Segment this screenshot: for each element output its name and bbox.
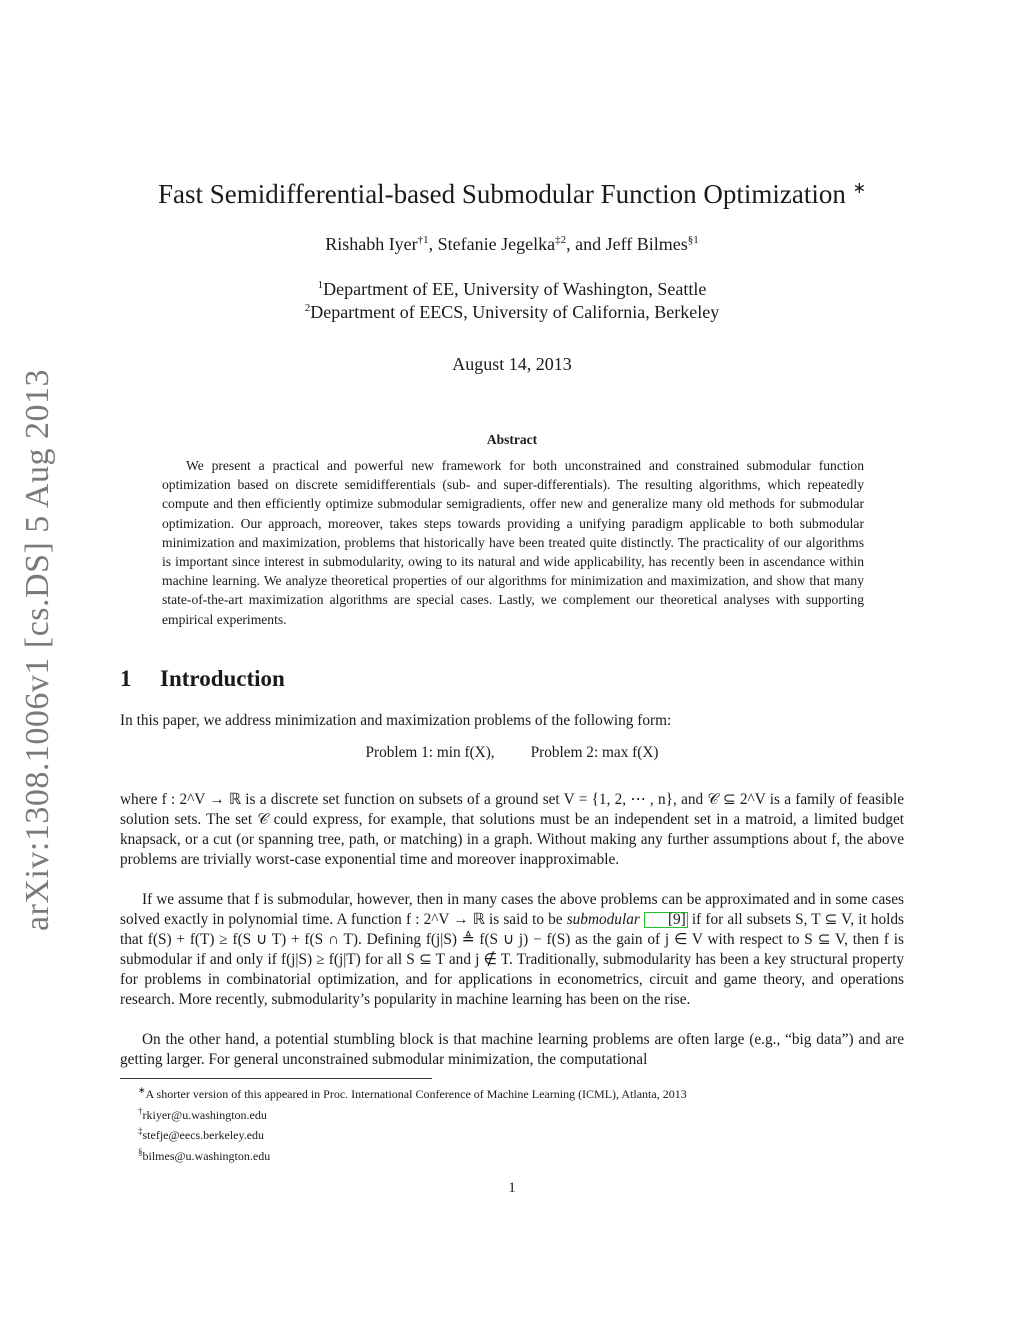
affiliation-2-mark: 2 [304,302,311,314]
citation-link[interactable]: [9] [644,912,688,928]
submodular-emphasis: submodular [566,911,640,928]
affiliation-1-text: Department of EE, University of Washington, Seattle [323,279,707,299]
footnotes [138,1082,687,1164]
author-list [0,234,1024,255]
footnote-1-mark: ∗ [138,1085,146,1095]
author-1: Rishabh Iyer [325,234,418,254]
section-number: 1 [120,666,132,691]
affiliation-2-text: Department of EECS, University of California, Berkeley [310,302,720,322]
page-number: 1 [508,1180,516,1196]
problem-2: Problem 2: max f(X) [530,744,659,761]
paper-date: August 14, 2013 [452,354,572,374]
author-3-mark: §1 [687,234,699,246]
title-text: Fast Semidifferential-based Submodular Function Optimization [157,179,846,209]
intro-paragraph-1: In this paper, we address minimization and maximization problems of the following form: [120,712,672,729]
footnote-2 [138,1103,687,1124]
footnote-3-email: stefje@eecs.berkeley.edu [142,1128,265,1142]
paragraph-3-lead: If we assume that f is submodular, however, then in many cases the above problems can be approximated and in some cases solved exactly in polynomial time. A function f : 2^V → ℝ is said to be [120,891,904,928]
abstract-body: We present a practical and powerful new framework for both unconstrained and constrained submodular function optimization based on discrete semidifferentials (sub- and super-differentials). The resulting algorithms, which repeatedly compute and then efficiently optimize submodular semigradients, offer new and generalize many old methods for submodular optimization. Our approach, moreover, takes steps towards providing a unifying paradigm applicable to both submodular minimization and maximization, problems that historically have been treated quite distinctly. The practicality of our algorithms is important since interest in submodularity, owing to its natural and wide applicability, has recently been in ascendance within machine learning. We analyze theoretical properties of our algorithms for minimization and maximization, and show that many state-of-the-art maximization algorithms are special cases. Lastly, we complement our theoretical analyses with supporting empirical experiments. [162,458,864,627]
intro-paragraph-3 [120,890,904,1010]
footnote-4 [138,1144,687,1165]
author-and-separator: , and [566,234,606,254]
problem-1: Problem 1: min f(X), [365,744,495,761]
section-heading [120,666,285,692]
paper-title [0,178,1024,210]
author-3: Jeff Bilmes [605,234,688,254]
intro-paragraph-2: where f : 2^V → ℝ is a discrete set function on subsets of a ground set V = {1, 2, ⋯ , n}, and 𝒞 ⊆ 2^V is a family of feasible solution sets. The set 𝒞 could express, for example, that solutions must be an independent set in a matroid, a limited budget knapsack, or a cut (or spanning tree, path, or matching) in a graph. Without making any further assumptions about f, the above problems are trivially worst-case exponential time and moreover inapproximable. [120,791,904,868]
author-separator: , [428,234,438,254]
title-footnote-mark: ∗ [852,180,867,197]
intro-paragraph-4: On the other hand, a potential stumbling block is that machine learning problems are often large (e.g., “big data”) and are getting larger. For general unconstrained submodular minimization, the computational [120,1031,904,1068]
affiliation-2 [0,302,1024,323]
affiliation-1-mark: 1 [317,279,324,291]
abstract-heading: Abstract [486,432,538,447]
footnote-4-email: bilmes@u.washington.edu [142,1148,271,1163]
section-title: Introduction [160,666,285,691]
author-2-mark: ‡2 [555,234,567,246]
arxiv-identifier: arXiv:1308.1006v1 [cs.DS] 5 Aug 2013 [19,369,56,931]
problem-statement [0,744,1024,762]
author-2: Stefanie Jegelka [437,234,556,254]
footnote-3 [138,1123,687,1144]
footnote-3-mark: ‡ [138,1126,143,1136]
footnote-divider [120,1078,432,1079]
footnote-2-mark: † [138,1105,143,1116]
paragraph-3-rest: if for all subsets S, T ⊆ V, it holds that f(S) + f(T) ≥ f(S ∪ T) + f(S ∩ T). Defining f(j|S) ≜ f(S ∪ j) − f(S) as the gain of j ∈ V with respect to S ⊆ V, then f is submodular if and only if f(j|S) ≥ f(j|T) for all S ⊆ T and j ∉ T. Traditionally, submodularity has been a key structural property for problems in combinatorial optimization, and for applications in econometrics, circuit and game theory, and operations research. More recently, submodularity’s popularity in machine learning has been on the rise. [120,911,904,1008]
footnote-1-text: A shorter version of this appeared in Proc. International Conference of Machine Learning (ICML), Atlanta, 2013 [145,1087,687,1101]
footnote-2-email: rkiyer@u.washington.edu [142,1107,267,1122]
footnote-4-mark: § [138,1146,143,1157]
author-1-mark: †1 [417,234,429,246]
footnote-1 [138,1082,687,1103]
affiliation-1 [0,279,1024,300]
